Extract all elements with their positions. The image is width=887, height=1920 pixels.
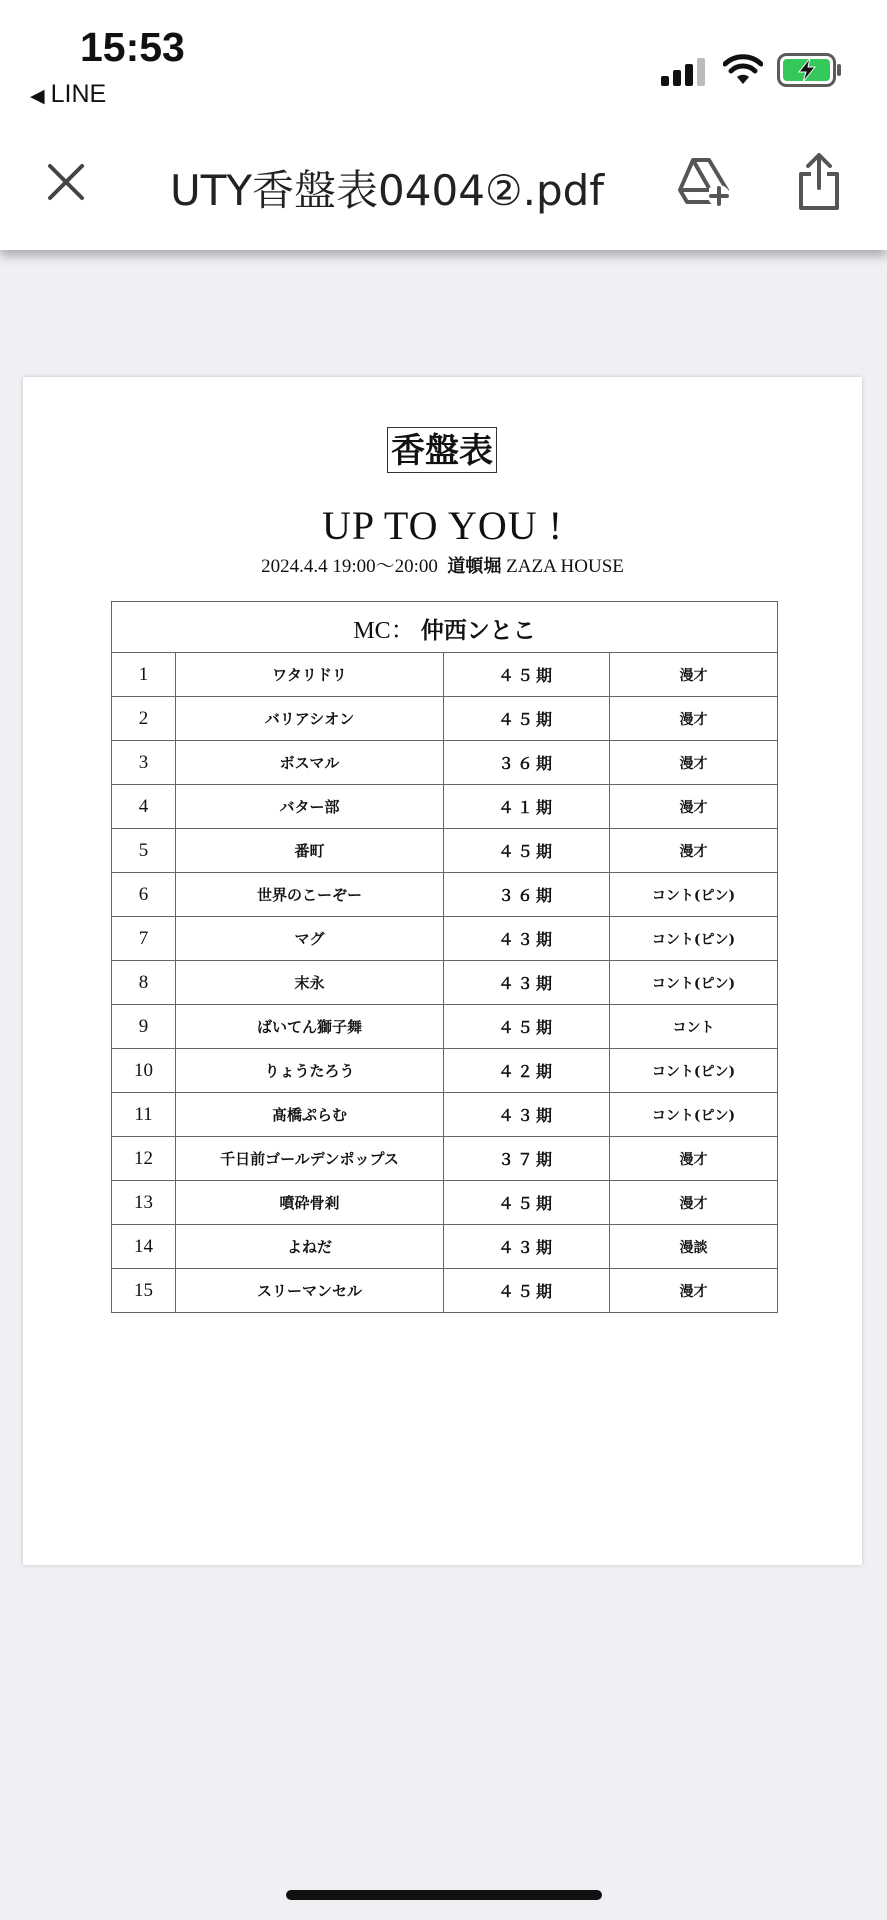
performer-name: マグ bbox=[176, 917, 444, 961]
performer-name: ボスマル bbox=[176, 741, 444, 785]
act-type: コント(ピン) bbox=[610, 961, 778, 1005]
performer-name: 末永 bbox=[176, 961, 444, 1005]
act-type: 漫才 bbox=[610, 653, 778, 697]
show-title: UP TO YOU ! bbox=[321, 503, 564, 548]
table-row bbox=[112, 917, 778, 961]
generation: ４３期 bbox=[444, 961, 610, 1005]
performer-name: りょうたろう bbox=[176, 1049, 444, 1093]
act-type: コント(ピン) bbox=[610, 873, 778, 917]
mc-name: 仲西ンとこ bbox=[420, 616, 536, 644]
table-row bbox=[112, 1093, 778, 1137]
back-app-label: LINE bbox=[50, 80, 107, 108]
top-bar bbox=[0, 0, 887, 250]
table-row bbox=[112, 653, 778, 697]
table-row bbox=[112, 1049, 778, 1093]
lineup-table bbox=[111, 601, 778, 1313]
act-type: コント bbox=[610, 1005, 778, 1049]
generation: ３６期 bbox=[444, 873, 610, 917]
table-row bbox=[112, 741, 778, 785]
act-type: 漫才 bbox=[610, 1137, 778, 1181]
generation: ３６期 bbox=[444, 741, 610, 785]
performer-name: 髙橋ぷらむ bbox=[176, 1093, 444, 1137]
table-row bbox=[112, 829, 778, 873]
performer-name: 番町 bbox=[176, 829, 444, 873]
table-row bbox=[112, 1005, 778, 1049]
table-row bbox=[112, 1269, 778, 1313]
share-icon[interactable] bbox=[796, 152, 842, 212]
generation: ４２期 bbox=[444, 1049, 610, 1093]
close-icon[interactable] bbox=[44, 160, 88, 204]
performer-name: スリーマンセル bbox=[176, 1269, 444, 1313]
battery-charging-icon bbox=[777, 53, 843, 87]
pdf-page[interactable] bbox=[23, 377, 862, 1565]
mc-cell bbox=[112, 602, 778, 653]
generation: ４５期 bbox=[444, 829, 610, 873]
generation: ４５期 bbox=[444, 1005, 610, 1049]
table-row bbox=[112, 873, 778, 917]
order-number: 4 bbox=[112, 785, 176, 829]
performer-name: よねだ bbox=[176, 1225, 444, 1269]
document-title: UTY香盤表0404②.pdf bbox=[170, 166, 605, 215]
order-number: 12 bbox=[112, 1137, 176, 1181]
act-type: 漫才 bbox=[610, 829, 778, 873]
table-row bbox=[112, 961, 778, 1005]
status-time: 15:53 bbox=[80, 24, 185, 70]
home-indicator[interactable] bbox=[286, 1890, 602, 1900]
order-number: 14 bbox=[112, 1225, 176, 1269]
table-row bbox=[112, 1137, 778, 1181]
performer-name: 千日前ゴールデンポップス bbox=[176, 1137, 444, 1181]
order-number: 6 bbox=[112, 873, 176, 917]
act-type: 漫才 bbox=[610, 1269, 778, 1313]
venue-name: ZAZA HOUSE bbox=[506, 556, 624, 577]
act-type: コント(ピン) bbox=[610, 1093, 778, 1137]
order-number: 5 bbox=[112, 829, 176, 873]
order-number: 11 bbox=[112, 1093, 176, 1137]
generation: ４５期 bbox=[444, 653, 610, 697]
table-row bbox=[112, 1181, 778, 1225]
wifi-icon bbox=[723, 54, 763, 86]
order-number: 8 bbox=[112, 961, 176, 1005]
order-number: 7 bbox=[112, 917, 176, 961]
table-row bbox=[112, 785, 778, 829]
order-number: 2 bbox=[112, 697, 176, 741]
act-type: 漫才 bbox=[610, 697, 778, 741]
cellular-signal-icon bbox=[661, 58, 707, 86]
performer-name: 噴砕骨剎 bbox=[176, 1181, 444, 1225]
table-row bbox=[112, 697, 778, 741]
venue-area: 道頓堀 bbox=[447, 556, 502, 577]
generation: ４３期 bbox=[444, 917, 610, 961]
document-heading: 香盤表 bbox=[387, 427, 497, 473]
performer-name: バリアシオン bbox=[176, 697, 444, 741]
performer-name: 世界のこーぞー bbox=[176, 873, 444, 917]
performer-name: バター部 bbox=[176, 785, 444, 829]
generation: ４５期 bbox=[444, 1181, 610, 1225]
back-arrow-icon: ◀ bbox=[30, 86, 45, 107]
performer-name: ばいてん獅子舞 bbox=[176, 1005, 444, 1049]
act-type: コント(ピン) bbox=[610, 1049, 778, 1093]
generation: ４３期 bbox=[444, 1093, 610, 1137]
mc-label: MC： bbox=[353, 617, 415, 644]
mc-row bbox=[112, 602, 778, 653]
show-date-time: 2024.4.4 19:00〜20:00 bbox=[261, 556, 438, 577]
order-number: 13 bbox=[112, 1181, 176, 1225]
act-type: 漫才 bbox=[610, 741, 778, 785]
act-type: 漫談 bbox=[610, 1225, 778, 1269]
order-number: 15 bbox=[112, 1269, 176, 1313]
generation: ４５期 bbox=[444, 697, 610, 741]
generation: ３７期 bbox=[444, 1137, 610, 1181]
act-type: 漫才 bbox=[610, 1181, 778, 1225]
table-row bbox=[112, 1225, 778, 1269]
order-number: 1 bbox=[112, 653, 176, 697]
add-to-drive-icon[interactable] bbox=[677, 154, 733, 210]
order-number: 3 bbox=[112, 741, 176, 785]
show-info bbox=[23, 551, 862, 578]
act-type: コント(ピン) bbox=[610, 917, 778, 961]
generation: ４３期 bbox=[444, 1225, 610, 1269]
performer-name: ワタリドリ bbox=[176, 653, 444, 697]
generation: ４１期 bbox=[444, 785, 610, 829]
act-type: 漫才 bbox=[610, 785, 778, 829]
generation: ４５期 bbox=[444, 1269, 610, 1313]
order-number: 9 bbox=[112, 1005, 176, 1049]
order-number: 10 bbox=[112, 1049, 176, 1093]
back-to-app-link[interactable] bbox=[30, 80, 106, 109]
